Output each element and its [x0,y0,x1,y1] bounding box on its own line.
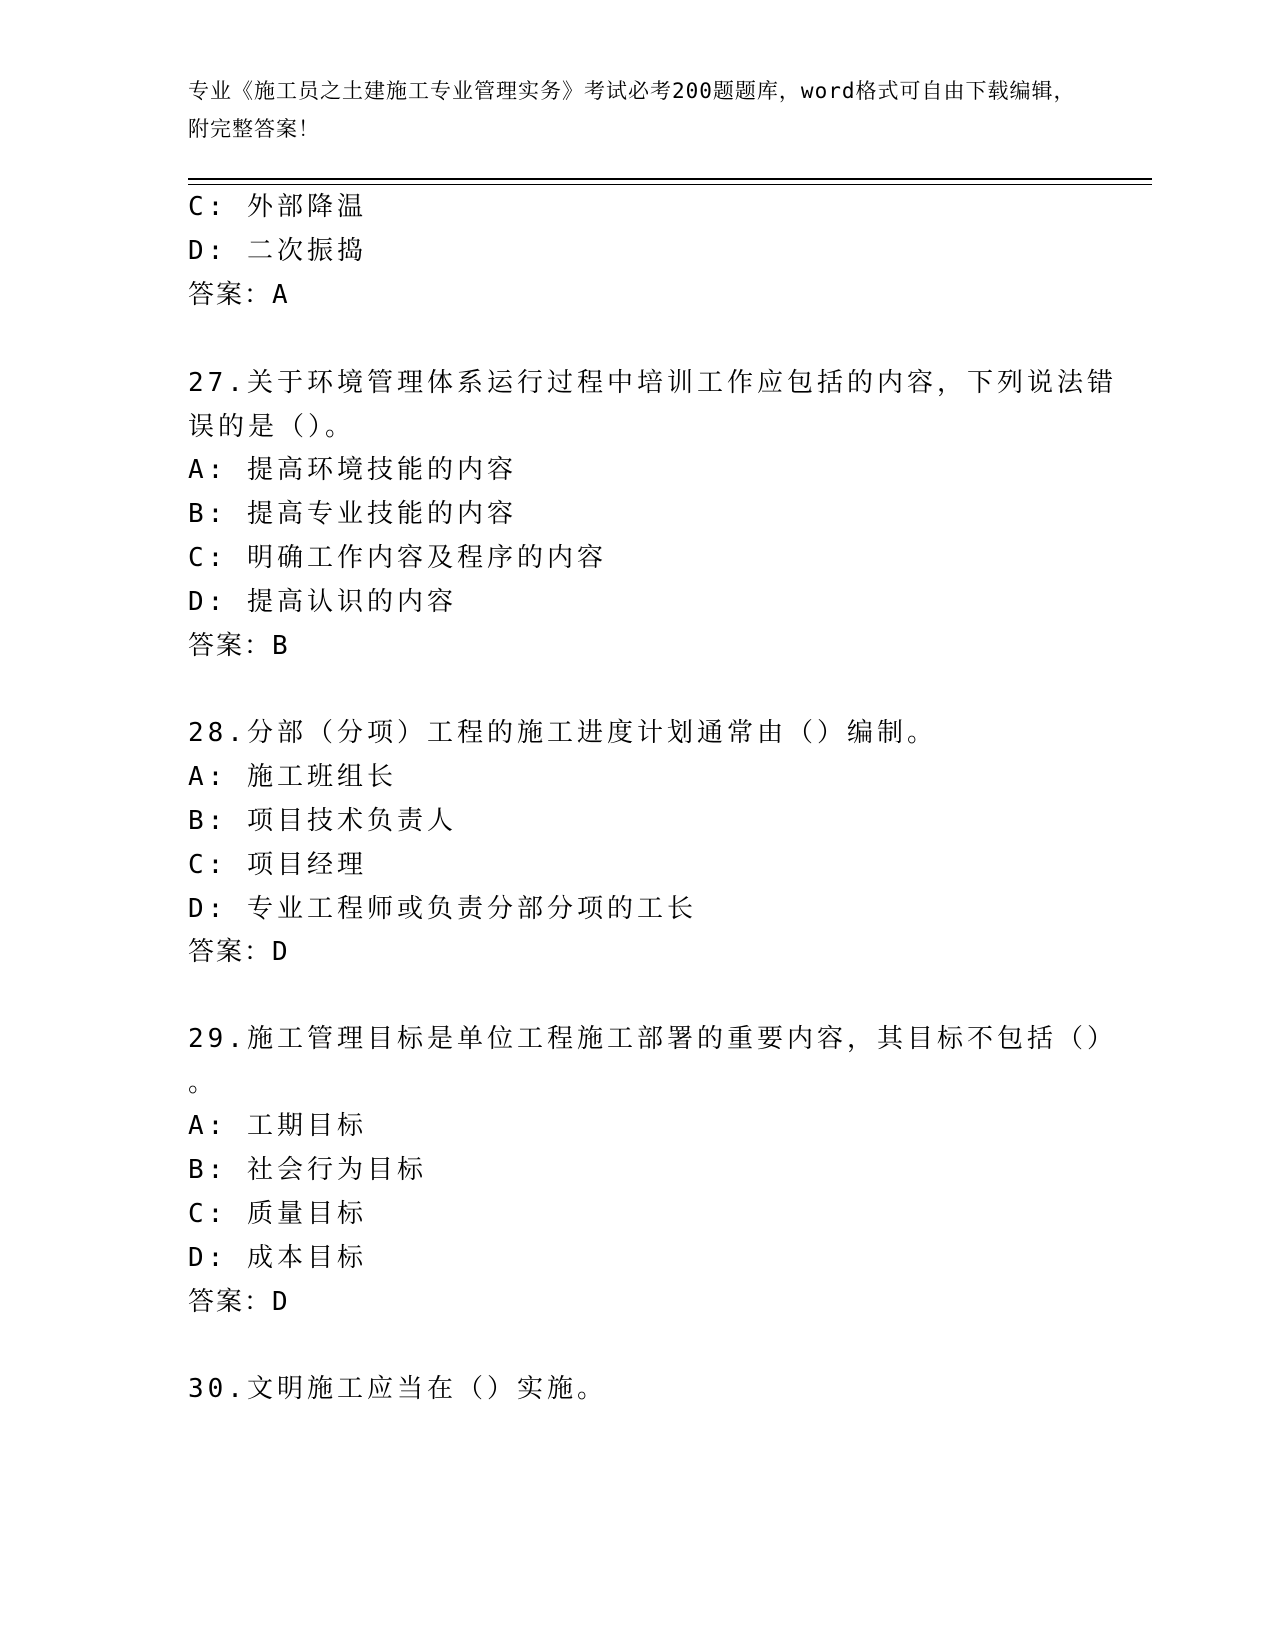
q28-stem-line1: 28.分部（分项）工程的施工进度计划通常由（）编制。 [188,718,937,748]
q28-option-d: D: 专业工程师或负责分部分项的工长 [188,894,697,924]
header-divider-thin [188,184,1152,185]
q27-stem-line2: 误的是（）。 [188,412,356,442]
q28-option-c: C: 项目经理 [188,850,367,880]
header-divider-thick [188,178,1152,180]
q30-stem-line1: 30.文明施工应当在（）实施。 [188,1374,607,1404]
q29-option-b: B: 社会行为目标 [188,1155,427,1185]
document-header: 专业《施工员之土建施工专业管理实务》考试必考200题题库，word格式可自由下载编辑，附完整答案！ [188,79,1076,141]
q29-stem-line2: 。 [188,1068,219,1098]
q26-option-c: C: 外部降温 [188,192,367,222]
q28-answer: 答案：D [188,937,290,967]
q28-option-a: A: 施工班组长 [188,762,397,792]
q29-stem-line1: 29.施工管理目标是单位工程施工部署的重要内容，其目标不包括（） [188,1024,1117,1054]
q27-option-a: A: 提高环境技能的内容 [188,455,517,485]
q26-answer: 答案：A [188,280,290,310]
q26-option-d: D: 二次振捣 [188,236,367,266]
q29-option-d: D: 成本目标 [188,1243,367,1273]
q29-answer: 答案：D [188,1287,290,1317]
q27-option-d: D: 提高认识的内容 [188,587,457,617]
q28-option-b: B: 项目技术负责人 [188,806,457,836]
q29-option-a: A: 工期目标 [188,1111,367,1141]
q27-stem-line1: 27.关于环境管理体系运行过程中培训工作应包括的内容，下列说法错 [188,368,1117,398]
q27-answer: 答案：B [188,631,290,661]
q27-option-b: B: 提高专业技能的内容 [188,499,517,529]
q29-option-c: C: 质量目标 [188,1199,367,1229]
q27-option-c: C: 明确工作内容及程序的内容 [188,543,607,573]
